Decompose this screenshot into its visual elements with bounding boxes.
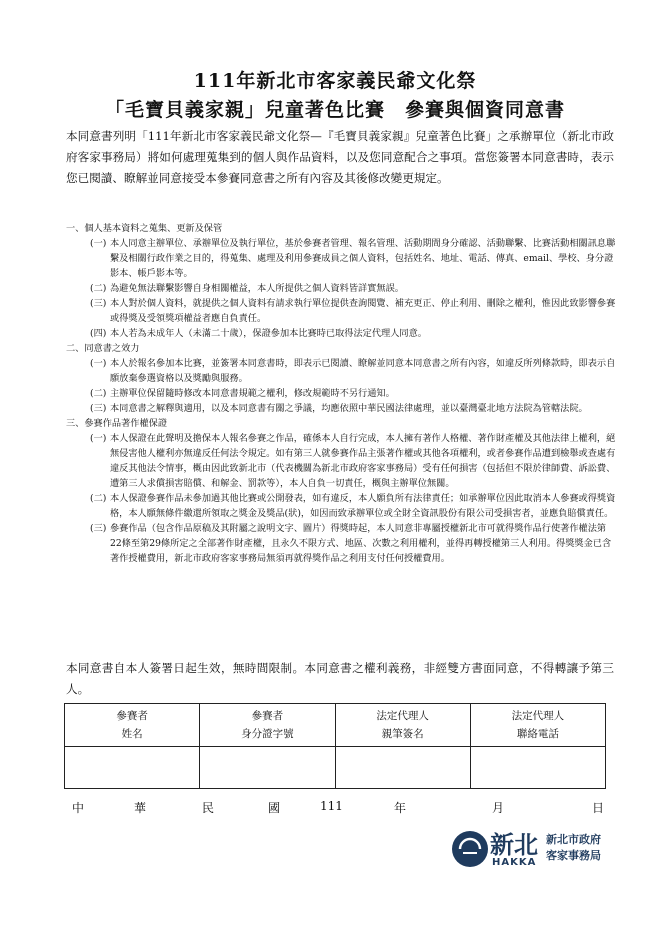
signature-table — [64, 703, 606, 789]
section-item — [66, 401, 616, 416]
item-text: 參賽作品（包含作品原稿及其附屬之說明文字、圖片）得獎時起，本人同意非專屬授權新北市可就得獎作品行使著作權法第22條至第29條所定之全部著作財產權，且永久不限方式、地區、次數之利用權利，並得再轉授權第三人利用。得獎獎金已含著作授權費用，新北市政府客家事務局無須再就得獎作品之利用支付任何授權費用。 — [110, 523, 612, 564]
date-char: 民 — [202, 801, 215, 815]
date-char: 中 — [72, 801, 85, 815]
item-text: 本人對於個人資料，就提供之個人資料有請求執行單位提供查詢閱覽、補充更正、停止利用、刪除之權利，惟因此致影響參賽或得獎及受領獎項權益者應自負責任。 — [110, 298, 616, 324]
section-item — [66, 491, 616, 521]
item-text: 本同意書之解釋與適用，以及本同意書有關之爭議，均應依照中華民國法律處理，並以臺灣臺北地方法院為管轄法院。 — [110, 403, 588, 414]
logo-brand-bottom: HAKKA — [492, 857, 537, 868]
guardian-phone-field[interactable] — [470, 747, 605, 789]
item-text: 本人同意主辦單位、承辦單位及執行單位，基於參賽者管理、報名管理、活動期間身分確認、活動聯繫、比賽活動相關訊息聯繫及相關行政作業之目的，得蒐集、處理及利用參賽成員之個人資料，包括姓名、地址、電話、傳真、email、學校、身分證影本、帳戶影本等。 — [110, 238, 616, 279]
section-item — [66, 521, 616, 566]
form-title-line1: 111年新北市客家義民爺文化祭 — [193, 70, 477, 92]
header-cell-contestant-id: 參賽者 身分證字號 — [200, 704, 335, 747]
date-char: 月 — [492, 801, 505, 815]
terms-body — [66, 221, 616, 566]
logo-brand-top: 新北 — [490, 831, 538, 859]
logo-org-line2: 客家事務局 — [546, 849, 601, 862]
item-text: 本人若為未成年人（未滿二十歲），保證參加本比賽時已取得法定代理人同意。 — [110, 328, 427, 339]
item-number: (三) — [90, 403, 107, 414]
item-number: (二) — [90, 388, 107, 399]
item-number: (二) — [90, 283, 107, 294]
form-title-line2: 「毛寶貝義家親」兒童著色比賽 參賽與個資同意書 — [104, 99, 565, 121]
section-heading: 二、同意書之效力 — [66, 343, 140, 354]
date-char: 華 — [134, 801, 147, 815]
date-char: 年 — [394, 801, 407, 815]
contestant-id-field[interactable] — [200, 747, 335, 789]
hakka-affairs-logo — [448, 823, 618, 875]
item-text: 本人於報名參加本比賽，並簽署本同意書時，即表示已閱讀、瞭解並同意本同意書之所有內容，如違反所列條款時，即表示自願放棄參選資格以及獎勵與服務。 — [110, 358, 616, 384]
item-text: 本人保證在此聲明及擔保本人報名參賽之作品，確係本人自行完成，本人擁有著作人格權、著作財產權及其他法律上權利，絕無侵害他人權利亦無違反任何法令規定。如有第三人就參賽作品主張著作權或其他各項權利，或者參賽作品遭到檢舉或查處有違反其他法令情事，概由因此致新北市（代表機關為新北市政府客家事務局）受有任何損害（包括但不限於律師費、訴訟費、遭第三人求償損害賠償、和解金、罰款等），本人自負一切責任，概與主辦單位無關。 — [110, 433, 616, 489]
item-text: 主辦單位保留隨時修改本同意書規範之權利，修改規範時不另行通知。 — [110, 388, 395, 399]
intro-paragraph: 本同意書列明「111年新北市客家義民爺文化祭—『毛寶貝義家親』兒童著色比賽」之承辦單位（新北市政府客家事務局）將如何處理蒐集到的個人與作品資料，以及您同意配合之事項。當您簽署本同意書時，表示您已閱讀、瞭解並同意接受本參賽同意書之所有內容及其後修改變更規定。 — [66, 129, 614, 185]
header-cell-guardian-signature: 法定代理人 親筆簽名 — [335, 704, 470, 747]
item-number: (一) — [90, 358, 107, 369]
header-cell-guardian-phone: 法定代理人 聯絡電話 — [470, 704, 605, 747]
item-number: (三) — [90, 523, 107, 534]
date-line — [72, 799, 612, 819]
item-number: (一) — [90, 238, 107, 249]
section-item — [66, 326, 616, 341]
item-text: 為避免無法聯繫影響自身相關權益，本人所提供之個人資料皆詳實無誤。 — [110, 283, 404, 294]
section-item — [66, 236, 616, 281]
section-item — [66, 431, 616, 491]
date-year: 111 — [320, 799, 343, 813]
logo-org-line1: 新北市政府 — [546, 833, 601, 846]
section-heading: 一、個人基本資料之蒐集、更新及保管 — [66, 223, 223, 234]
closing-paragraph: 本同意書自本人簽署日起生效，無時間限制。本同意書之權利義務，非經雙方書面同意，不得轉讓予第三人。 — [66, 661, 614, 696]
header-cell-contestant-name: 參賽者 姓名 — [65, 704, 200, 747]
section-item — [66, 296, 616, 326]
section-item — [66, 356, 616, 386]
date-char: 國 — [268, 801, 281, 815]
item-text: 本人保證參賽作品未參加過其他比賽或公開發表，如有違反，本人願負所有法律責任；如承辦單位因此取消本人參賽或得獎資格，本人願無條件繳還所領取之獎金及獎品(狀)，如因而致承辦單位或全財全資訊股份有限公司受損害者，並應負賠償責任。 — [110, 493, 616, 519]
contestant-name-field[interactable] — [65, 747, 200, 789]
section-item — [66, 281, 616, 296]
item-number: (一) — [90, 433, 107, 444]
item-number: (四) — [90, 328, 107, 339]
date-char: 日 — [592, 801, 605, 815]
guardian-signature-field[interactable] — [335, 747, 470, 789]
section-heading: 三、參賽作品著作權保證 — [66, 418, 168, 429]
section-item — [66, 386, 616, 401]
item-number: (二) — [90, 493, 107, 504]
item-number: (三) — [90, 298, 107, 309]
